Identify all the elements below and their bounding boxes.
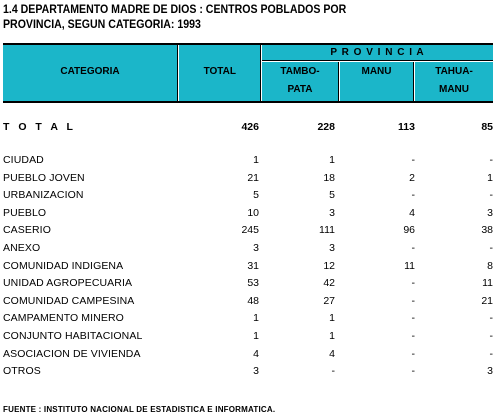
cell-tahuamanu: 3 [487, 206, 493, 219]
table-row [3, 275, 493, 292]
cell-total: 31 [247, 259, 259, 272]
table-row [3, 328, 493, 345]
title-line-2: PROVINCIA, SEGUN CATEGORIA: 1993 [3, 19, 201, 31]
cell-tambopata: 12 [323, 259, 335, 272]
total-label: T O T A L [3, 121, 76, 133]
cell-total: 5 [253, 189, 259, 202]
cell-tahuamanu: 3 [487, 365, 493, 378]
row-category: URBANIZACION [3, 189, 84, 202]
table-row [3, 222, 493, 239]
header-provincia: P R O V I N C I A [262, 45, 493, 61]
row-category: CASERIO [3, 224, 51, 237]
cell-tambopata: - [331, 365, 335, 378]
cell-tambopata: 3 [329, 206, 335, 219]
header-tahuamanu: TAHUA- MANU [415, 62, 493, 101]
cell-manu: 96 [403, 224, 415, 237]
cell-tambopata: 18 [323, 171, 335, 184]
cell-manu: - [411, 365, 415, 378]
cell-tahuamanu: - [489, 347, 493, 360]
header-tambopata: TAMBO- PATA [262, 62, 339, 101]
table-row [3, 310, 493, 327]
header-categoria: CATEGORIA [3, 45, 178, 101]
cell-tambopata: 42 [323, 277, 335, 290]
cell-manu: - [411, 294, 415, 307]
table-header [3, 43, 493, 103]
cell-manu: - [411, 242, 415, 254]
table-row [3, 152, 493, 169]
table-row [3, 293, 493, 310]
cell-manu: - [411, 277, 415, 290]
cell-tahuamanu: 8 [487, 259, 493, 272]
table-row [3, 240, 493, 257]
table-row [3, 363, 493, 380]
cell-total: 245 [241, 224, 259, 237]
total-tambopata: 228 [317, 121, 335, 133]
cell-manu: 2 [409, 171, 415, 184]
cell-manu: - [411, 154, 415, 166]
cell-tahuamanu: - [489, 189, 493, 202]
header-manu: MANU [340, 62, 414, 101]
table-row [3, 205, 493, 222]
title-line-1: 1.4 DEPARTAMENTO MADRE DE DIOS : CENTROS POBLADOS POR [3, 4, 347, 16]
table-title [3, 3, 454, 33]
row-category: COMUNIDAD INDIGENA [3, 259, 124, 272]
cell-manu: - [411, 330, 415, 342]
source-footnote: FUENTE : INSTITUTO NACIONAL DE ESTADISTICA E INFORMATICA. [3, 405, 276, 414]
row-category: COMUNIDAD CAMPESINA [3, 294, 135, 307]
row-category: PUEBLO JOVEN [3, 171, 85, 184]
cell-total: 3 [253, 365, 259, 378]
row-category: ANEXO [3, 242, 41, 254]
cell-tambopata: 111 [319, 224, 335, 237]
row-category: ASOCIACION DE VIVIENDA [3, 347, 141, 360]
cell-tahuamanu: 38 [481, 224, 493, 237]
cell-tahuamanu: - [489, 312, 493, 325]
cell-tahuamanu: 21 [481, 294, 493, 307]
total-total: 426 [241, 121, 259, 133]
table-row [3, 258, 493, 275]
total-tahuamanu: 85 [481, 121, 493, 133]
cell-tambopata: 1 [329, 154, 335, 166]
row-category: UNIDAD AGROPECUARIA [3, 277, 133, 290]
cell-tahuamanu: 1 [487, 171, 493, 184]
total-row [3, 119, 493, 136]
cell-tahuamanu: - [489, 154, 493, 166]
cell-manu: - [411, 347, 415, 360]
header-total: TOTAL [179, 45, 261, 101]
cell-total: 48 [247, 294, 259, 307]
cell-tambopata: 5 [329, 189, 335, 202]
total-manu: 113 [398, 121, 415, 133]
cell-tambopata: 1 [329, 312, 335, 325]
row-category: OTROS [3, 365, 41, 378]
cell-tahuamanu: 11 [482, 277, 493, 290]
cell-tambopata: 4 [329, 347, 335, 360]
cell-total: 4 [253, 347, 259, 360]
cell-tahuamanu: - [489, 330, 493, 342]
table-row [3, 187, 493, 204]
cell-total: 1 [253, 330, 259, 342]
cell-tambopata: 3 [329, 242, 335, 254]
cell-manu: - [411, 312, 415, 325]
cell-total: 53 [247, 277, 259, 290]
row-category: CAMPAMENTO MINERO [3, 312, 124, 325]
cell-total: 10 [247, 206, 259, 219]
cell-manu: 11 [404, 259, 415, 272]
cell-manu: 4 [409, 206, 415, 219]
cell-total: 3 [253, 242, 259, 254]
cell-tahuamanu: - [489, 242, 493, 254]
row-category: PUEBLO [3, 206, 47, 219]
cell-total: 21 [247, 171, 259, 184]
cell-manu: - [411, 189, 415, 202]
row-category: CONJUNTO HABITACIONAL [3, 330, 143, 342]
table-row [3, 346, 493, 363]
cell-total: 1 [253, 312, 259, 325]
cell-tambopata: 27 [323, 294, 335, 307]
cell-total: 1 [253, 154, 259, 166]
cell-tambopata: 1 [329, 330, 335, 342]
table-row [3, 170, 493, 187]
row-category: CIUDAD [3, 154, 44, 166]
